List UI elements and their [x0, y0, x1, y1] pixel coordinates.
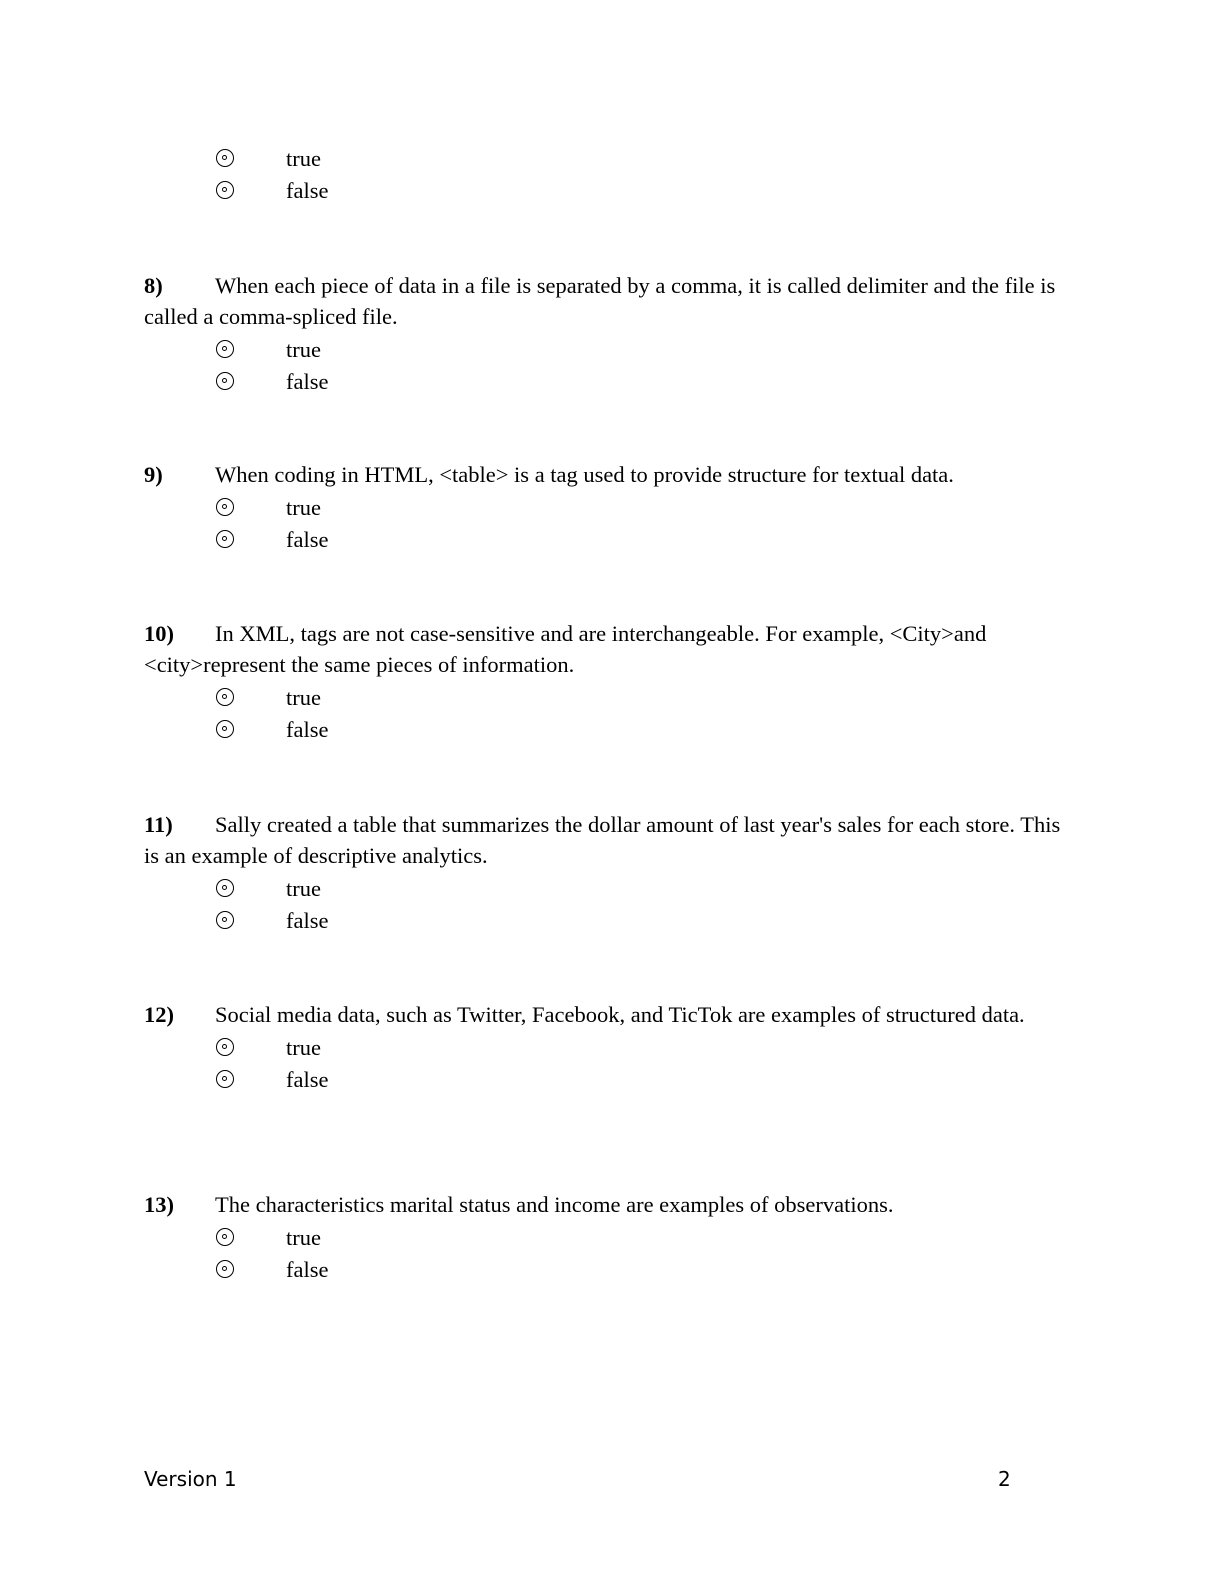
option-label: true: [286, 495, 321, 520]
option-true[interactable]: [216, 143, 1074, 175]
option-label: true: [286, 1035, 321, 1060]
options-list: [144, 143, 1074, 207]
question-number: 13): [144, 1192, 174, 1217]
radio-button-icon[interactable]: [216, 1038, 234, 1056]
option-label: false: [286, 527, 329, 552]
radio-button-icon[interactable]: [216, 1260, 234, 1278]
question-11: [144, 809, 1074, 937]
radio-button-icon[interactable]: [216, 879, 234, 897]
question-stem: [144, 1189, 1074, 1220]
option-false[interactable]: [216, 366, 1074, 398]
option-false[interactable]: [216, 714, 1074, 746]
question-stem: [144, 809, 1074, 871]
option-true[interactable]: [216, 1032, 1074, 1064]
question-13: [144, 1189, 1074, 1286]
question-text: Sally created a table that summarizes the dollar amount of last year's sales for each store. This is an example of descriptive analytics.: [144, 812, 1061, 868]
question-number: 12): [144, 1002, 174, 1027]
option-false[interactable]: [216, 175, 1074, 207]
radio-button-icon[interactable]: [216, 181, 234, 199]
option-false[interactable]: [216, 524, 1074, 556]
question-stem: [144, 459, 1074, 490]
option-label: false: [286, 717, 329, 742]
question-10: [144, 618, 1074, 746]
question-stem: [144, 999, 1074, 1030]
question-text: Social media data, such as Twitter, Facebook, and TicTok are examples of structured data.: [215, 1002, 1025, 1027]
question-9: [144, 459, 1074, 556]
question-number: 9): [144, 462, 163, 487]
radio-button-icon[interactable]: [216, 340, 234, 358]
option-false[interactable]: [216, 905, 1074, 937]
question-stem: [144, 618, 1074, 680]
radio-button-icon[interactable]: [216, 911, 234, 929]
options-list: [144, 334, 1074, 398]
radio-button-icon[interactable]: [216, 149, 234, 167]
question-number: 8): [144, 273, 163, 298]
option-label: true: [286, 1225, 321, 1250]
options-list: [144, 1032, 1074, 1096]
option-label: true: [286, 685, 321, 710]
option-true[interactable]: [216, 492, 1074, 524]
question-text: When each piece of data in a file is separated by a comma, it is called delimiter and the file is called a comma-spliced file.: [144, 273, 1056, 329]
option-label: false: [286, 369, 329, 394]
option-true[interactable]: [216, 873, 1074, 905]
radio-button-icon[interactable]: [216, 1228, 234, 1246]
question-7-continued: [144, 143, 1074, 207]
question-number: 11): [144, 812, 173, 837]
question-12: [144, 999, 1074, 1096]
options-list: [144, 873, 1074, 937]
radio-button-icon[interactable]: [216, 372, 234, 390]
option-label: false: [286, 178, 329, 203]
options-list: [144, 682, 1074, 746]
radio-button-icon[interactable]: [216, 498, 234, 516]
option-false[interactable]: [216, 1064, 1074, 1096]
question-number: 10): [144, 621, 174, 646]
option-false[interactable]: [216, 1254, 1074, 1286]
option-true[interactable]: [216, 682, 1074, 714]
option-true[interactable]: [216, 1222, 1074, 1254]
option-label: true: [286, 146, 321, 171]
radio-button-icon[interactable]: [216, 688, 234, 706]
option-label: false: [286, 908, 329, 933]
question-text: The characteristics marital status and income are examples of observations.: [215, 1192, 894, 1217]
question-text: When coding in HTML, <table> is a tag used to provide structure for textual data.: [215, 462, 954, 487]
footer-page-number: 2: [998, 1467, 1011, 1491]
question-8: [144, 270, 1074, 398]
options-list: [144, 492, 1074, 556]
question-stem: [144, 270, 1074, 332]
options-list: [144, 1222, 1074, 1286]
radio-button-icon[interactable]: [216, 530, 234, 548]
option-true[interactable]: [216, 334, 1074, 366]
option-label: false: [286, 1067, 329, 1092]
option-label: false: [286, 1257, 329, 1282]
radio-button-icon[interactable]: [216, 1070, 234, 1088]
question-text: In XML, tags are not case-sensitive and are interchangeable. For example, <City>and <city>represent the same pieces of information.: [144, 621, 987, 677]
footer-version: Version 1: [144, 1467, 237, 1491]
option-label: true: [286, 337, 321, 362]
radio-button-icon[interactable]: [216, 720, 234, 738]
option-label: true: [286, 876, 321, 901]
